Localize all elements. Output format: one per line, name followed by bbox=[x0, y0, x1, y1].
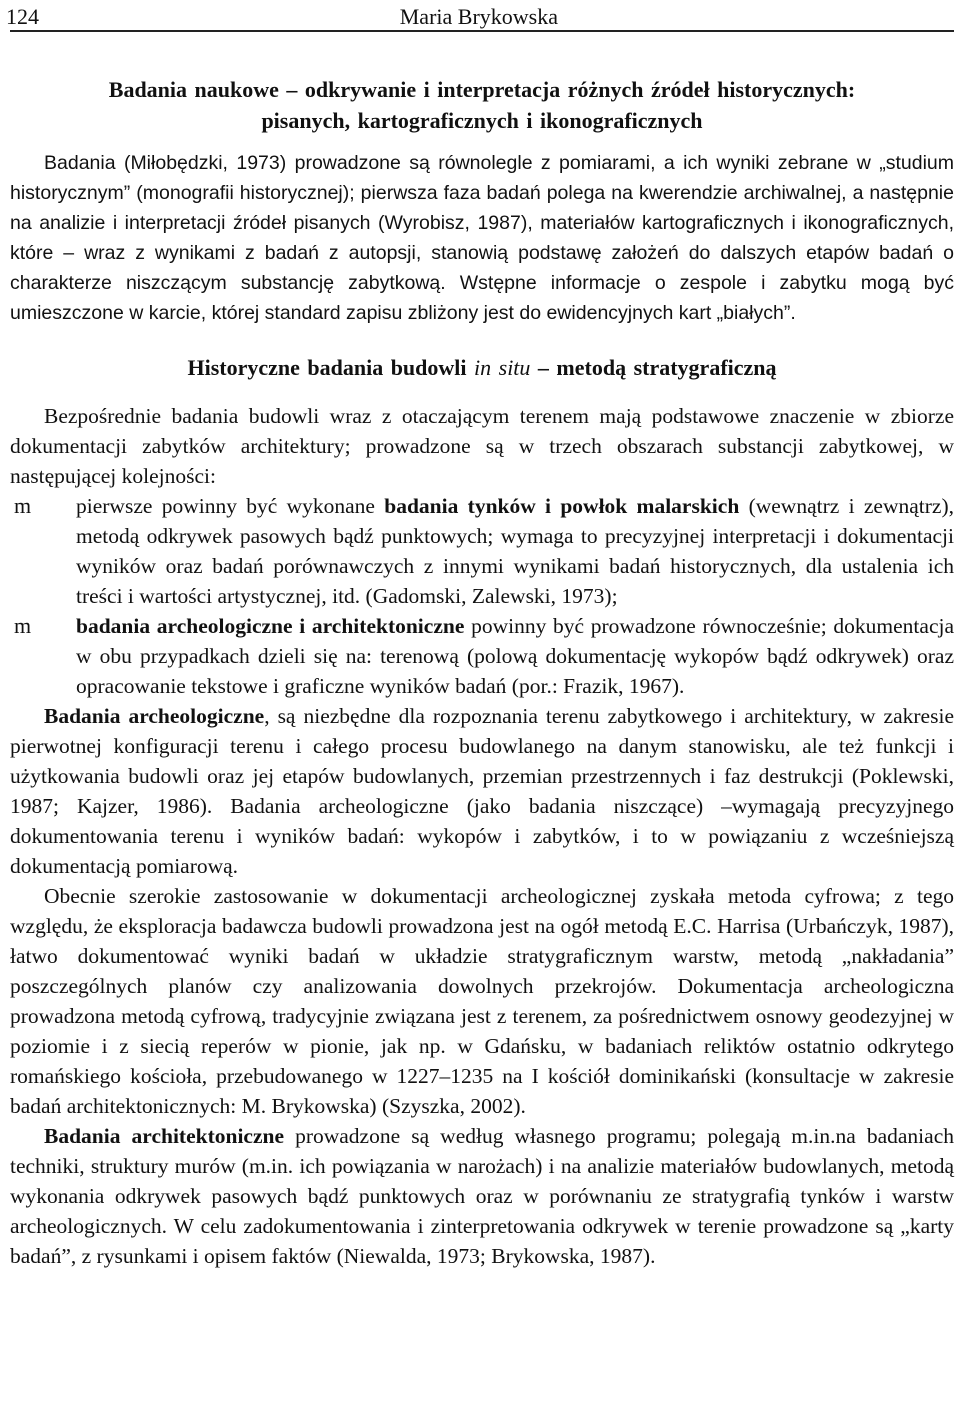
bullet-1-text-pre: pierwsze powinny być wykonane bbox=[76, 494, 385, 518]
bullet-2-bold: badania archeologiczne i architektoniczne bbox=[76, 614, 465, 638]
section-heading-1-line1: Badania naukowe – odkrywanie i interpretacja różnych źródeł historycznych: bbox=[108, 77, 856, 102]
running-header bbox=[6, 0, 954, 32]
section-1-paragraph: Badania (Miłobędzki, 1973) prowadzone są równolegle z pomiarami, a ich wyniki zebrane w „studium historycznym” (monografii historycznej); pierwsza faza badań polega na kwerendzie archiwalnej, a następnie na analizie i interpretacji źródeł pisanych (Wyrobisz, 1987), materiałów kartograficznych i ikonograficznych, które – wraz z wynikami z badań z autopsji, stanowią podstawę założeń do dalszych etapów badań o charakterze niszczącym substancję zabytkową. Wstępne informacje o zespole i zabytku mogą być umieszczone w karcie, której standard zapisu zbliżony jest do ewidencyjnych kart „białych”. bbox=[10, 152, 954, 324]
digital-method-paragraph: Obecnie szerokie zastosowanie w dokumentacji archeologicznej zyskała metoda cyfrowa; z tego względu, że eksploracja badawcza budowli prowadzona jest na ogół metodą E.C. Harrisa (Urbańczyk, 1987), łatwo dokumentować wyniki badań w układzie stratygraficznym warstw, metodą „nakładania” poszczególnych planów czy analizowania dowolnych przekrojów. Dokumentacja archeologiczna prowadzona metodą cyfrową, tradycyjnie związana jest z terenem, za pośrednictwem osnowy geodezyjnej w poziomie i z siecią reperów w pionie, jak np. w Gdańsku, w badaniach reliktów ostatnio odkrytego romańskiego kościoła, przebudowanego w 1227–1235 na I kościół dominikański (konsultacje w zakresie badań architektonicznych: M. Brykowska) (Szyszka, 2002). bbox=[10, 884, 954, 1118]
architecture-bold: Badania architektoniczne bbox=[44, 1124, 285, 1148]
architecture-paragraph bbox=[10, 1121, 954, 1271]
bullet-1-text-post: (wewnątrz i zewnątrz), metodą odkrywek pasowych bądź punktowych; wymaga to precyzyjnej interpretacji i dokumentacji wyników oraz badań porównawczych z innymi wynikami badań historycznych, dla ustalenia ich treści i wartości artystycznej, itd. (Gadomski, Zalewski, 1973); bbox=[76, 494, 954, 608]
research-order-list bbox=[10, 491, 954, 701]
list-item bbox=[10, 491, 954, 611]
section-heading-1 bbox=[10, 74, 954, 136]
bullet-1-bold: badania tynków i powłok malarskich bbox=[384, 494, 740, 518]
section-heading-2 bbox=[10, 352, 954, 383]
bullet-2-text-post: powinny być prowadzone równocześnie; dokumentacja w obu przypadkach dzieli się na: terenową (polową dokumentację wykopów bądź odkrywek) oraz opracowanie tekstowe i graficzne wyników badań (por.: Frazik, 1967). bbox=[76, 614, 954, 698]
bullet-marker-icon: m bbox=[14, 613, 32, 638]
bullet-marker-icon: m bbox=[14, 493, 32, 518]
list-item bbox=[10, 611, 954, 701]
section-2-intro: Bezpośrednie badania budowli wraz z otaczającym terenem mają podstawowe znaczenie w zbiorze dokumentacji zabytków architektury; prowadzone są w trzech obszarach substancji zabytkowej, w następującej kolejności: bbox=[10, 404, 954, 488]
section-heading-2-italic: in situ bbox=[474, 355, 531, 380]
running-author: Maria Brykowska bbox=[399, 4, 558, 29]
section-heading-2-before: Historyczne badania budowli bbox=[187, 355, 475, 380]
archaeology-text: , są niezbędne dla rozpoznania terenu zabytkowego i architektury, w zakresie pierwotnej konfiguracji terenu i całego procesu budowlanego na danym stanowisku, ale też funkcji i użytkowania budowli oraz jej etapów budowlanych, przemian przestrzennych i faz destrukcji (Poklewski, 1987; Kajzer, 1986). Badania archeologiczne (jako badania niszczące) –wymagają precyzyjnego dokumentowania terenu i wyników badań: wykopów i zabytków, i to w powiązaniu z wcześniejszą dokumentacją pomiarową. bbox=[10, 704, 954, 878]
section-heading-1-line2: pisanych, kartograficznych i ikonograficznych bbox=[261, 108, 703, 133]
page-number: 124 bbox=[6, 4, 39, 29]
archaeology-paragraph bbox=[10, 701, 954, 881]
archaeology-bold: Badania archeologiczne bbox=[44, 704, 265, 728]
architecture-text: prowadzone są według własnego programu; polegają m.in.na badaniach techniki, struktury murów (m.in. ich powiązania w narożach) i na analizie materiałów budowlanych, metodą wykonania odkrywek pasowych bądź punktowych oraz w porównaniu ze stratygrafią tynków i warstw archeologicznych. W celu zadokumentowania i zinterpretowania odkrywek w terenie prowadzone są „karty badań”, z rysunkami i opisem faktów (Niewalda, 1973; Brykowska, 1987). bbox=[10, 1124, 954, 1268]
document-page bbox=[6, 0, 954, 1271]
section-heading-2-after: – metodą stratygraficzną bbox=[530, 355, 777, 380]
